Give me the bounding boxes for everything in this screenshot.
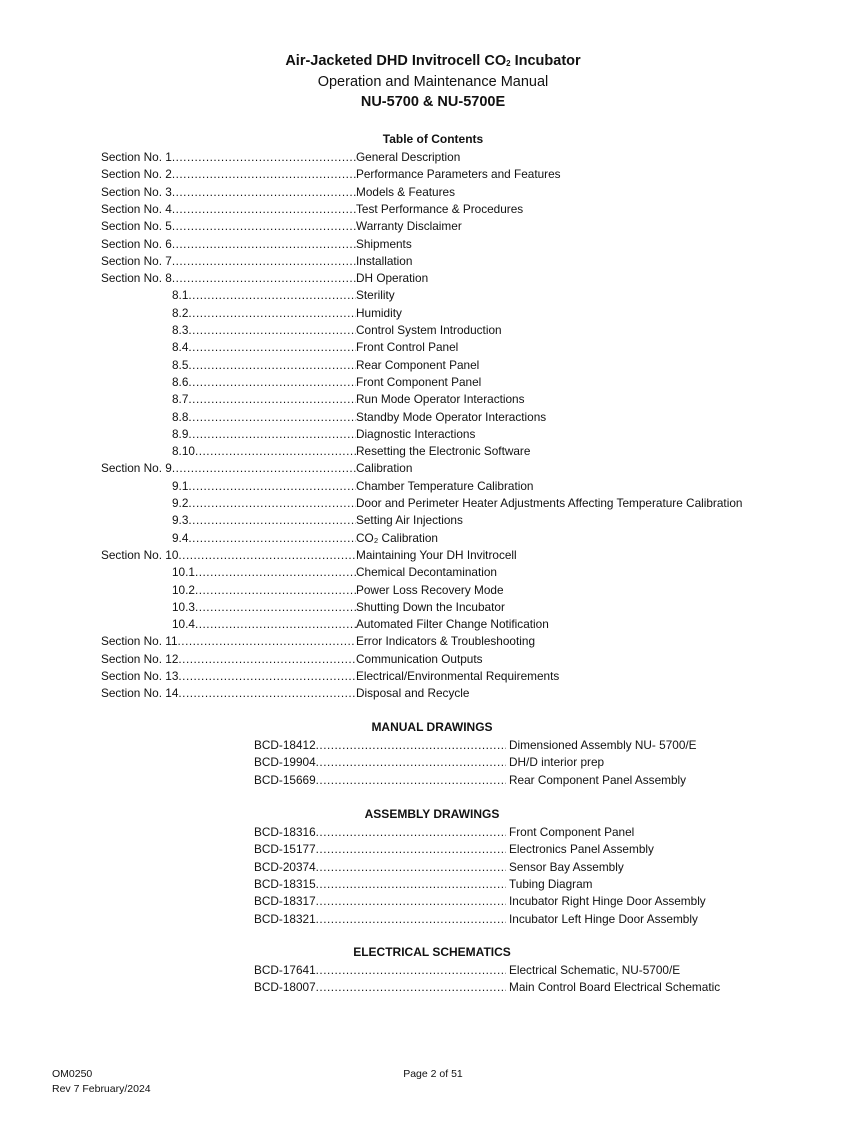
dot-leader — [188, 358, 356, 372]
dot-leader — [195, 444, 356, 458]
leader — [101, 461, 356, 475]
toc-entry — [254, 980, 720, 994]
toc-entry — [101, 167, 561, 181]
leader — [101, 167, 356, 181]
entry-label: 8.5 — [172, 357, 189, 372]
dot-leader — [316, 738, 506, 752]
entry-label: 8.10 — [172, 444, 195, 459]
dot-leader — [195, 600, 356, 614]
dot-leader — [316, 825, 506, 839]
entry-title: Installation — [356, 253, 413, 268]
entry-title: Diagnostic Interactions — [356, 426, 476, 441]
entry-title: Front Component Panel — [509, 825, 635, 839]
toc-entry — [254, 738, 697, 752]
dot-leader — [172, 461, 356, 475]
leader — [172, 444, 356, 458]
entry-label: 8.4 — [172, 340, 189, 355]
entry-title: Automated Filter Change Notification — [356, 617, 549, 632]
drawings-heading: MANUAL DRAWINGS — [371, 720, 493, 734]
toc-entry — [254, 860, 624, 874]
toc-entry — [254, 877, 593, 891]
dot-leader — [188, 531, 356, 545]
entry-title: Sterility — [356, 288, 395, 303]
dot-leader — [195, 565, 356, 579]
document-subtitle: Operation and Maintenance Manual — [317, 74, 549, 90]
toc-entry — [172, 565, 497, 579]
toc-entry — [172, 496, 742, 510]
entry-label: Section No. 1 — [101, 150, 172, 164]
leader — [172, 479, 356, 493]
toc-entry — [172, 531, 438, 545]
entry-label: BCD-18007 — [254, 980, 316, 995]
leader — [172, 427, 356, 441]
dot-leader — [188, 496, 356, 510]
title-text: Air-Jacketed DHD Invitrocell CO — [285, 53, 507, 69]
entry-title: Resetting the Electronic Software — [356, 444, 531, 459]
toc-entry — [172, 617, 549, 631]
leader — [254, 877, 506, 891]
entry-label: Section No. 4 — [101, 201, 172, 216]
leader — [101, 254, 356, 268]
entry-label: BCD-18315 — [254, 876, 316, 891]
dot-leader — [188, 323, 356, 337]
entry-label: Section No. 3 — [101, 184, 172, 199]
toc-entry — [254, 825, 634, 839]
dot-leader — [188, 392, 356, 406]
entry-title: Power Loss Recovery Mode — [356, 582, 504, 597]
toc-entry — [101, 219, 462, 233]
toc-entry — [172, 427, 475, 441]
dot-leader — [316, 755, 506, 769]
leader — [254, 894, 506, 908]
dot-leader — [316, 980, 506, 994]
leader — [172, 375, 356, 389]
entry-title: Error Indicators & Troubleshooting — [356, 634, 536, 649]
leader — [172, 323, 356, 337]
entry-label: Section No. 5 — [101, 219, 172, 234]
leader — [172, 617, 356, 631]
entry-label: Section No. 14 — [101, 686, 179, 701]
entry-label: 9.2 — [172, 496, 189, 510]
entry-label: Section No. 13 — [101, 669, 179, 683]
leader — [172, 340, 356, 354]
leader — [172, 392, 356, 406]
toc-entry — [101, 461, 412, 475]
toc-entry — [172, 392, 525, 406]
drawings-heading: ELECTRICAL SCHEMATICS — [353, 945, 511, 959]
entry-title: Door and Perimeter Heater Adjustments Affecting Temperature Calibration — [356, 496, 743, 510]
entry-title: General Description — [356, 150, 461, 164]
toc-entry — [101, 237, 412, 251]
dot-leader — [188, 427, 356, 441]
dot-leader — [316, 894, 506, 908]
toc-entry — [172, 479, 533, 493]
dot-leader — [188, 375, 356, 389]
entry-label: BCD-18321 — [254, 911, 316, 926]
page-number: Page 2 of 51 — [403, 1068, 463, 1080]
dot-leader — [172, 237, 356, 251]
title-text-end: Incubator — [510, 53, 581, 69]
document-title — [0, 53, 866, 69]
toc-entry — [101, 652, 483, 666]
dot-leader — [188, 479, 356, 493]
leader — [101, 548, 356, 562]
toc-entry — [254, 755, 604, 769]
entry-title: Calibration — [356, 461, 413, 476]
entry-label: Section No. 10 — [101, 547, 179, 562]
document-id: OM0250 — [52, 1068, 93, 1080]
toc-entry — [172, 444, 530, 458]
entry-title: Incubator Left Hinge Door Assembly — [509, 911, 698, 926]
leader — [254, 963, 506, 977]
entry-label: Section No. 11 — [101, 634, 178, 649]
entry-title: Disposal and Recycle — [356, 686, 470, 701]
entry-label: Section No. 12 — [101, 651, 179, 666]
toc-entry — [172, 306, 402, 320]
entry-label: Section No. 9 — [101, 461, 172, 476]
leader — [101, 669, 356, 683]
entry-label: BCD-15669 — [254, 772, 316, 787]
title-subscript: 2 — [506, 59, 511, 68]
dot-leader — [172, 167, 356, 181]
entry-title: DH/D interior prep — [509, 755, 605, 770]
entry-label: 10.4 — [172, 617, 195, 632]
entry-title: Test Performance & Procedures — [356, 201, 524, 216]
revision: Rev 7 February/2024 — [52, 1083, 151, 1095]
entry-title: Models & Features — [356, 184, 456, 199]
leader — [172, 288, 356, 302]
toc-entry — [172, 375, 481, 389]
toc-entry — [254, 894, 706, 908]
dot-leader — [316, 773, 506, 787]
dot-leader — [316, 842, 506, 856]
entry-label: 8.1 — [172, 288, 189, 303]
dot-leader — [172, 150, 356, 164]
entry-title: Communication Outputs — [356, 651, 483, 666]
leader — [172, 306, 356, 320]
leader — [172, 358, 356, 372]
leader — [101, 202, 356, 216]
dot-leader — [316, 912, 506, 926]
entry-title: Chemical Decontamination — [356, 565, 497, 580]
entry-title: Front Component Panel — [356, 374, 482, 389]
leader — [254, 755, 506, 769]
entry-title: Shutting Down the Incubator — [356, 599, 505, 614]
leader — [172, 583, 356, 597]
entry-title: Electrical Schematic, NU-5700/E — [509, 963, 681, 977]
toc-entry — [101, 686, 469, 700]
toc-entry — [101, 548, 517, 562]
leader — [254, 980, 506, 994]
entry-title: CO₂ Calibration — [356, 530, 438, 545]
entry-title: Chamber Temperature Calibration — [356, 478, 534, 493]
toc-entry — [254, 773, 686, 787]
entry-title: Dimensioned Assembly NU- 5700/E — [509, 738, 697, 752]
entry-label: 10.2 — [172, 582, 195, 597]
entry-label: 9.1 — [172, 478, 189, 493]
dot-leader — [188, 513, 356, 527]
entry-title: Rear Component Panel — [356, 357, 480, 372]
entry-title: Shipments — [356, 236, 412, 251]
dot-leader — [172, 185, 356, 199]
drawings-heading: ASSEMBLY DRAWINGS — [364, 807, 500, 821]
toc-entry — [101, 669, 559, 683]
dot-leader — [178, 652, 356, 666]
toc-entry — [101, 185, 455, 199]
leader — [101, 686, 356, 700]
entry-label: Section No. 2 — [101, 167, 172, 182]
dot-leader — [172, 271, 356, 285]
entry-title: Tubing Diagram — [509, 876, 593, 891]
toc-entry — [172, 340, 458, 354]
entry-label: 8.3 — [172, 323, 189, 337]
leader — [101, 219, 356, 233]
entry-label: 10.3 — [172, 599, 195, 614]
dot-leader — [178, 634, 356, 648]
entry-title: Main Control Board Electrical Schematic — [509, 980, 721, 995]
toc-entry — [101, 634, 535, 648]
dot-leader — [195, 583, 356, 597]
entry-label: Section No. 7 — [101, 253, 172, 268]
leader — [172, 600, 356, 614]
entry-title: Humidity — [356, 305, 402, 320]
toc-entry — [172, 513, 463, 527]
entry-title: Electronics Panel Assembly — [509, 842, 654, 857]
toc-entry — [172, 288, 395, 302]
entry-label: Section No. 8 — [101, 271, 172, 286]
entry-title: Front Control Panel — [356, 340, 459, 355]
leader — [254, 842, 506, 856]
dot-leader — [172, 219, 356, 233]
toc-entry — [254, 912, 698, 926]
entry-title: Maintaining Your DH Invitrocell — [356, 547, 517, 562]
toc-entry — [172, 323, 502, 337]
toc-entry — [172, 600, 505, 614]
entry-label: BCD-15177 — [254, 842, 316, 857]
leader — [101, 150, 356, 164]
entry-title: Performance Parameters and Features — [356, 167, 561, 182]
dot-leader — [178, 686, 356, 700]
entry-title: Run Mode Operator Interactions — [356, 392, 525, 407]
dot-leader — [316, 963, 506, 977]
toc-entry — [101, 150, 460, 164]
leader — [101, 237, 356, 251]
dot-leader — [195, 617, 356, 631]
dot-leader — [178, 548, 356, 562]
entry-label: BCD-18412 — [254, 738, 316, 752]
toc-entry — [101, 202, 523, 216]
dot-leader — [316, 860, 506, 874]
leader — [101, 185, 356, 199]
dot-leader — [188, 340, 356, 354]
entry-title: Incubator Right Hinge Door Assembly — [509, 894, 706, 909]
entry-title: Sensor Bay Assembly — [509, 859, 624, 874]
entry-label: 10.1 — [172, 565, 195, 580]
entry-title: Rear Component Panel Assembly — [509, 772, 687, 787]
entry-title: Electrical/Environmental Requirements — [356, 669, 560, 683]
entry-label: Section No. 6 — [101, 236, 172, 251]
toc-entry — [101, 254, 412, 268]
leader — [101, 634, 356, 648]
entry-label: 8.2 — [172, 305, 189, 320]
dot-leader — [188, 306, 356, 320]
leader — [172, 410, 356, 424]
leader — [101, 271, 356, 285]
dot-leader — [188, 410, 356, 424]
toc-entry — [172, 410, 546, 424]
leader — [172, 531, 356, 545]
entry-title: Standby Mode Operator Interactions — [356, 409, 547, 424]
toc-entry — [254, 842, 654, 856]
leader — [254, 860, 506, 874]
model-numbers: NU-5700 & NU-5700E — [360, 94, 506, 110]
entry-title: Control System Introduction — [356, 323, 502, 337]
toc-entry — [172, 583, 504, 597]
entry-title: Setting Air Injections — [356, 513, 463, 528]
leader — [101, 652, 356, 666]
entry-label: BCD-20374 — [254, 859, 316, 874]
entry-label: BCD-18317 — [254, 894, 316, 909]
entry-label: 8.7 — [172, 392, 189, 407]
leader — [172, 565, 356, 579]
leader — [254, 825, 506, 839]
entry-label: 9.4 — [172, 530, 189, 545]
toc-entry — [172, 358, 479, 372]
entry-label: BCD-17641 — [254, 963, 316, 977]
entry-label: 9.3 — [172, 513, 189, 528]
dot-leader — [178, 669, 356, 683]
leader — [172, 496, 356, 510]
dot-leader — [172, 254, 356, 268]
leader — [254, 912, 506, 926]
leader — [172, 513, 356, 527]
leader — [254, 738, 506, 752]
entry-label: 8.6 — [172, 374, 189, 389]
entry-title: Warranty Disclaimer — [356, 219, 462, 234]
entry-label: BCD-18316 — [254, 825, 316, 839]
entry-label: 8.8 — [172, 409, 189, 424]
toc-entry — [254, 963, 680, 977]
leader — [254, 773, 506, 787]
entry-label: BCD-19904 — [254, 755, 316, 770]
entry-title: DH Operation — [356, 271, 429, 286]
toc-entry — [101, 271, 428, 285]
entry-label: 8.9 — [172, 426, 189, 441]
dot-leader — [316, 877, 506, 891]
toc-heading: Table of Contents — [382, 132, 484, 146]
dot-leader — [172, 202, 356, 216]
dot-leader — [188, 288, 356, 302]
